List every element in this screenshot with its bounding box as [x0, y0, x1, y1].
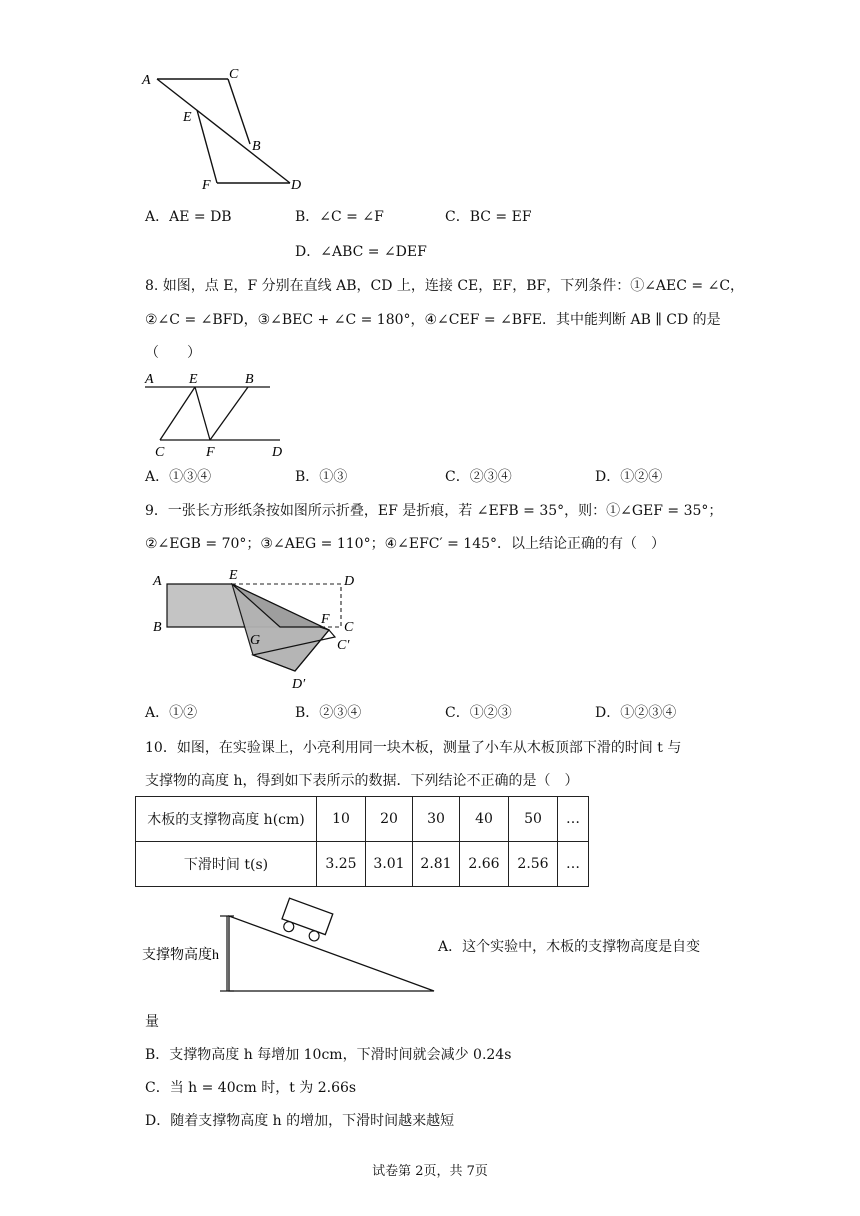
- q7-option-a[interactable]: A．AE = DB: [145, 209, 232, 225]
- q10-height-label: 支撑物高度h: [142, 948, 219, 963]
- q7-label-d: D: [291, 178, 302, 193]
- table-row: [136, 797, 589, 842]
- q10-stem-line2: 支撑物的高度 h，得到如下表所示的数据．下列结论不正确的是（ ）: [145, 773, 579, 789]
- q9-label-b: B: [153, 620, 162, 635]
- q9-label-c: C: [344, 620, 354, 635]
- q10-option-c[interactable]: C．当 h = 40cm 时，t 为 2.66s: [145, 1080, 357, 1096]
- q7-label-c: C: [229, 67, 239, 82]
- q9-label-f: F: [321, 612, 330, 627]
- q8-label-f: F: [206, 445, 215, 460]
- q9-option-d[interactable]: D．①②③④: [595, 705, 677, 721]
- q9-label-d: D: [344, 574, 355, 589]
- table-cell: 2.56: [509, 842, 558, 887]
- q9-label-e: E: [229, 568, 238, 583]
- q9-label-g: G: [250, 633, 261, 648]
- table-cell: …: [558, 842, 589, 887]
- q8-label-d: D: [272, 445, 283, 460]
- q7-label-b: B: [252, 139, 261, 154]
- table-cell: 3.25: [317, 842, 366, 887]
- table-cell: …: [558, 797, 589, 842]
- table-row: [136, 842, 589, 887]
- table-cell: 2.66: [460, 842, 509, 887]
- q8-stem-line3: （ ）: [145, 345, 201, 361]
- q7-figure: [140, 62, 315, 197]
- q8-label-e: E: [189, 372, 198, 387]
- q9-label-a: A: [153, 574, 162, 589]
- q7-label-a: A: [142, 73, 151, 88]
- q8-label-b: B: [245, 372, 254, 387]
- table-cell: 20: [366, 797, 413, 842]
- q8-label-a: A: [145, 372, 154, 387]
- q10-stem-line1: 10．如图，在实验课上，小亮利用同一块木板，测量了小车从木板顶部下滑的时间 t 与: [145, 740, 682, 756]
- q9-option-c[interactable]: C．①②③: [445, 705, 512, 721]
- q7-option-c[interactable]: C．BC = EF: [445, 209, 532, 225]
- q8-stem-line1: 8. 如图，点 E，F 分别在直线 AB，CD 上，连接 CE，EF，BF，下列条件：①∠AEC = ∠C，: [145, 278, 745, 294]
- q10-option-b[interactable]: B．支撑物高度 h 每增加 10cm，下滑时间就会减少 0.24s: [145, 1047, 512, 1063]
- q8-option-d[interactable]: D．①②④: [595, 469, 663, 485]
- q8-option-b[interactable]: B．①③: [295, 469, 348, 485]
- q8-figure: [140, 366, 300, 464]
- q9-option-a[interactable]: A．①②: [145, 705, 198, 721]
- q9-stem-line2: ②∠EGB = 70°；③∠AEG = 110°；④∠EFC′ = 145°．以上结论正确的有（ ）: [145, 536, 666, 552]
- q10-option-d[interactable]: D．随着支撑物高度 h 的增加，下滑时间越来越短: [145, 1113, 455, 1129]
- q7-label-f: F: [202, 178, 211, 193]
- q9-figure: [145, 563, 365, 693]
- table-cell: 3.01: [366, 842, 413, 887]
- q10-option-a-line2[interactable]: 量: [145, 1014, 159, 1030]
- table-row-header: 木板的支撑物高度 h(cm): [136, 797, 317, 842]
- q10-option-a-line1[interactable]: A．这个实验中，木板的支撑物高度是自变: [438, 939, 701, 955]
- page-footer: 试卷第 2页，共 7页: [372, 1164, 488, 1179]
- q10-ramp-figure: [140, 895, 440, 997]
- table-cell: 2.81: [413, 842, 460, 887]
- q8-label-c: C: [155, 445, 165, 460]
- table-row-header: 下滑时间 t(s): [136, 842, 317, 887]
- q7-label-e: E: [183, 110, 192, 125]
- q7-option-b[interactable]: B．∠C = ∠F: [295, 209, 384, 225]
- table-cell: 30: [413, 797, 460, 842]
- table-cell: 10: [317, 797, 366, 842]
- q8-option-c[interactable]: C．②③④: [445, 469, 512, 485]
- q8-option-a[interactable]: A．①③④: [145, 469, 212, 485]
- q9-label-c-prime: C′: [337, 638, 350, 653]
- q10-data-table: [135, 796, 589, 887]
- table-cell: 50: [509, 797, 558, 842]
- q9-option-b[interactable]: B．②③④: [295, 705, 362, 721]
- q8-stem-line2: ②∠C = ∠BFD，③∠BEC + ∠C = 180°，④∠CEF = ∠BFE．其中能判断 AB ∥ CD 的是: [145, 312, 721, 328]
- table-cell: 40: [460, 797, 509, 842]
- q7-option-d[interactable]: D．∠ABC = ∠DEF: [295, 244, 427, 260]
- q9-stem-line1: 9．一张长方形纸条按如图所示折叠，EF 是折痕，若 ∠EFB = 35°，则：①∠GEF = 35°；: [145, 503, 723, 519]
- q9-label-d-prime: D′: [292, 677, 306, 692]
